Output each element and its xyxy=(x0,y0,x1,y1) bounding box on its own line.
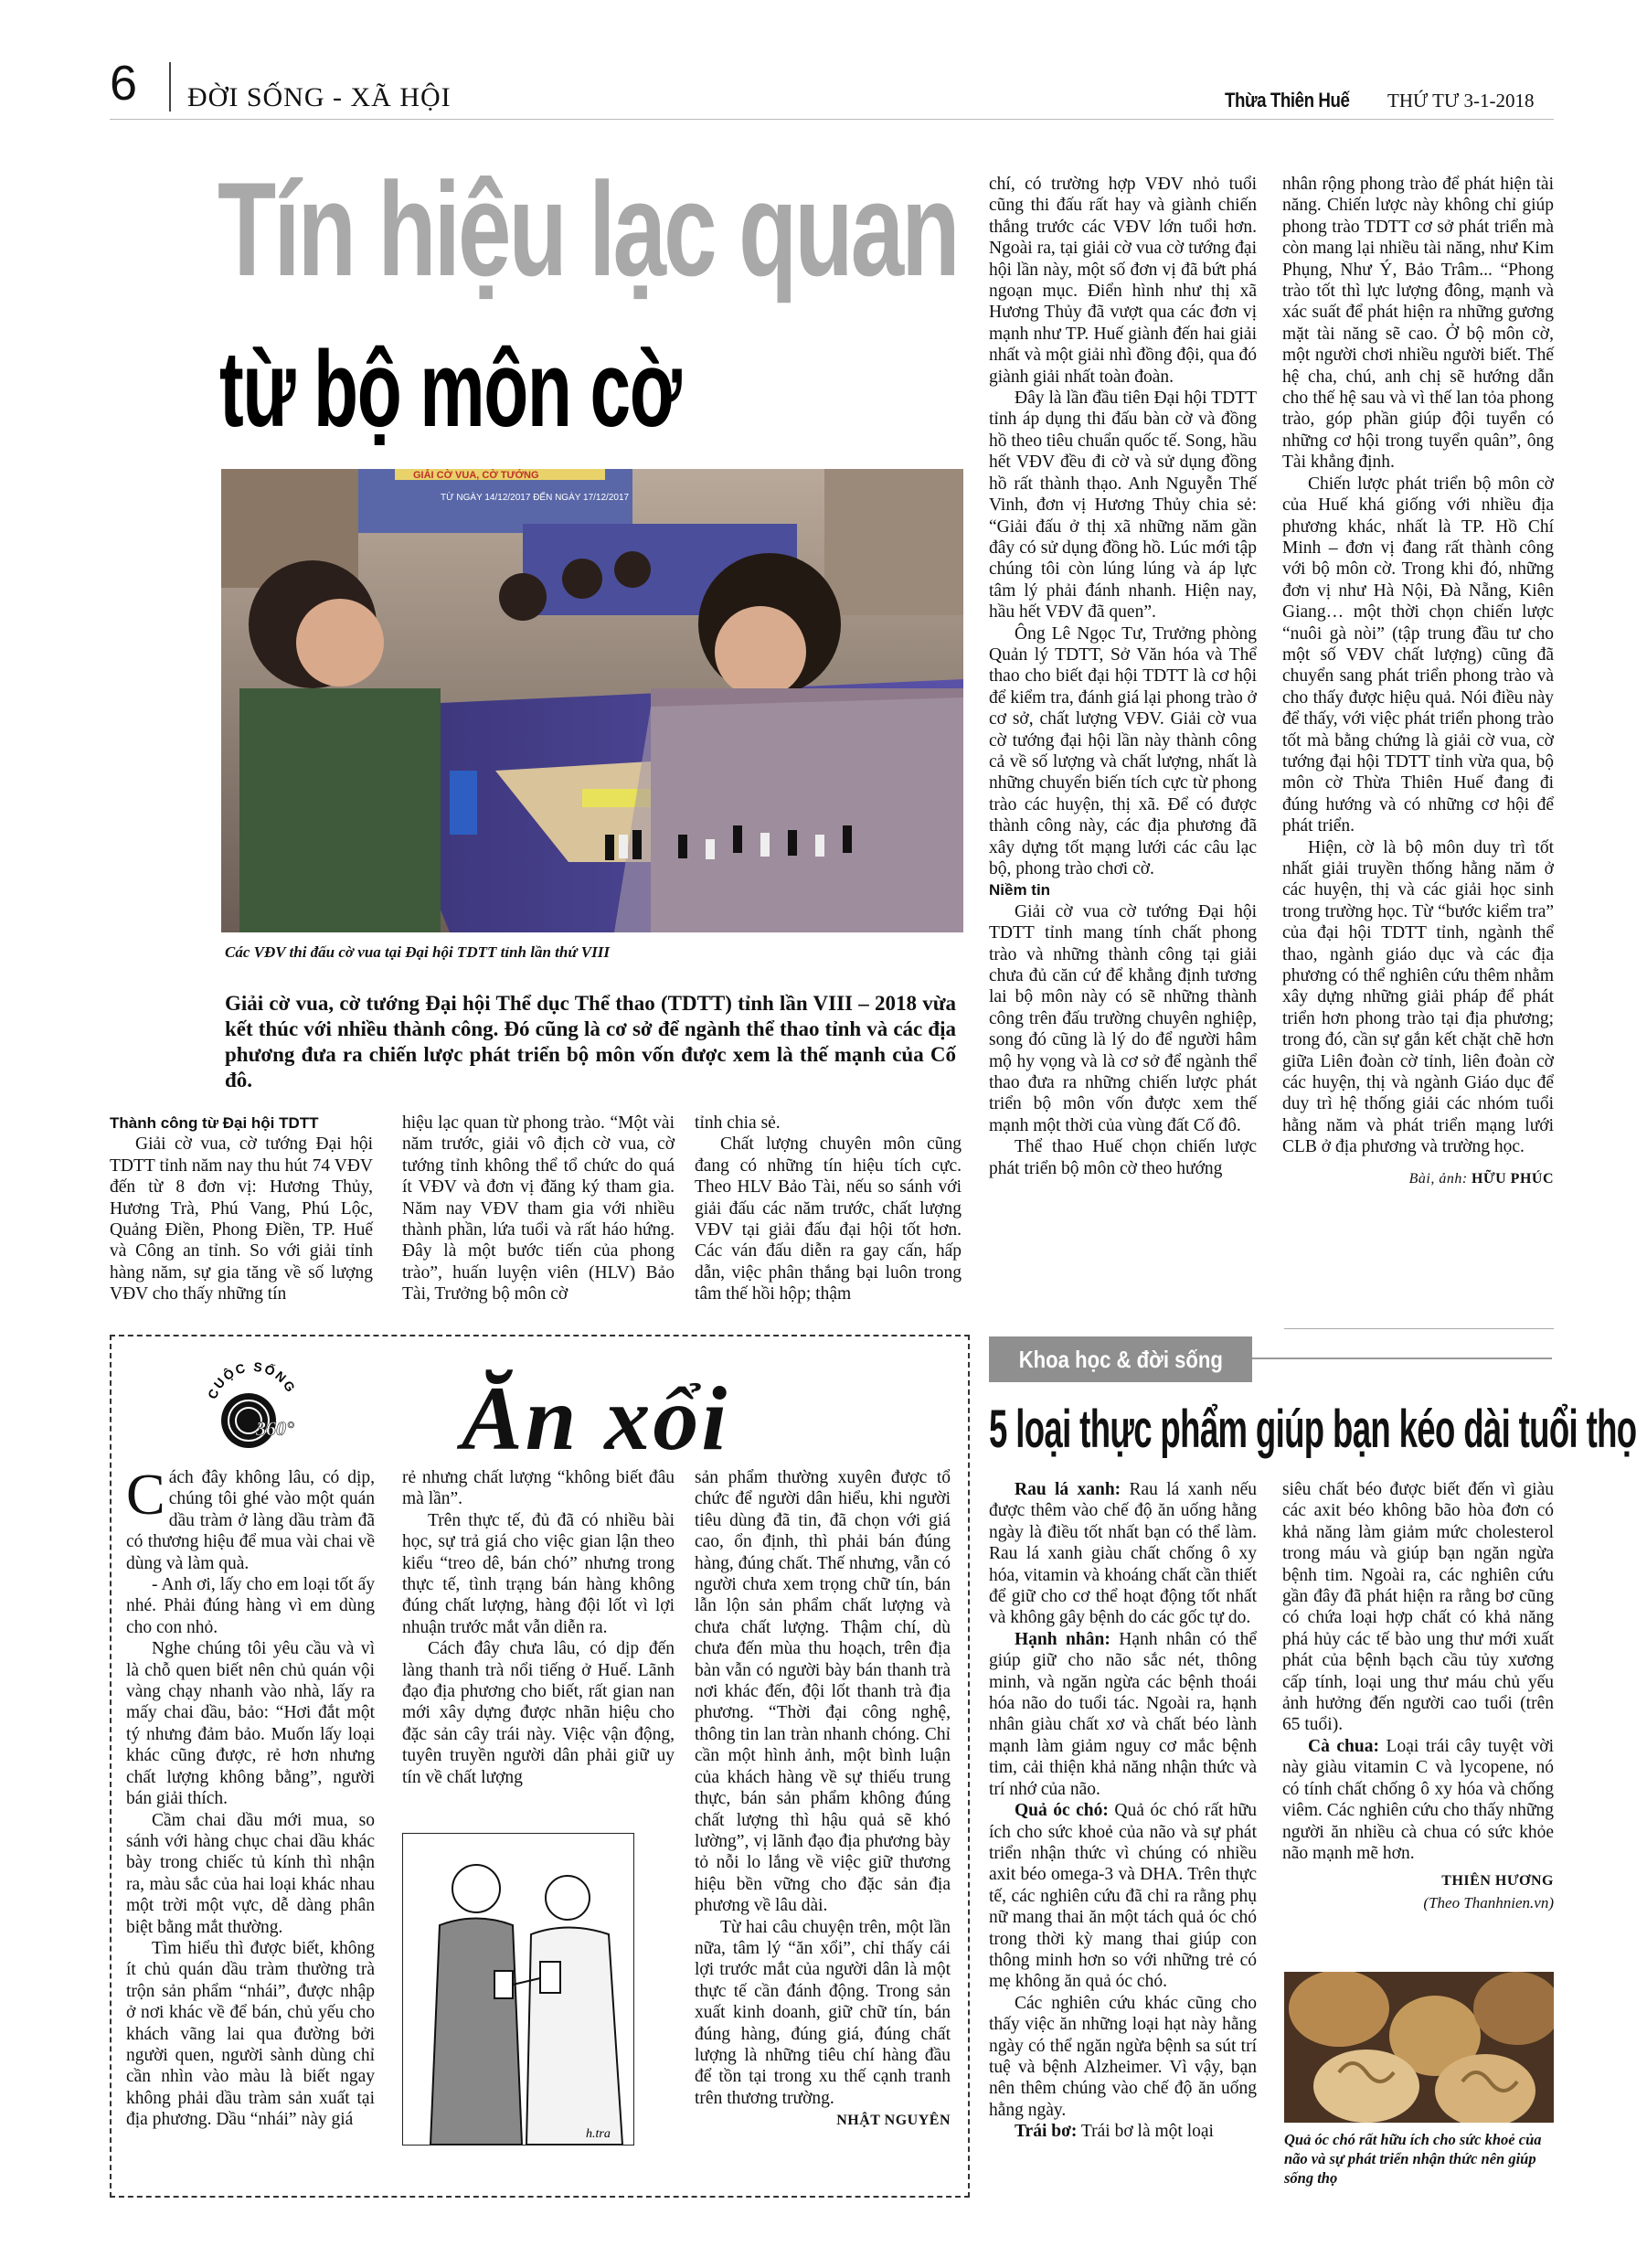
headline-line-2: từ bộ môn cờ xyxy=(219,329,681,450)
header-rule xyxy=(110,119,1554,120)
byline-name: HỮU PHÚC xyxy=(1471,1170,1554,1187)
opinion-headline: Ăn xổi xyxy=(462,1368,730,1469)
item-label: Rau lá xanh: xyxy=(1015,1480,1121,1499)
walnut-photo xyxy=(1284,1972,1554,2123)
paragraph: chí, có trường hợp VĐV nhỏ tuổi cũng thi đấu rất hay và giành chiến thắng trước các VĐV lớn tuổi hơn. Ngoài ra, tại giải cờ vua cờ tướng đại hội lần này, một số đơn vị đã bứt phá ngoạn mục. Điển hình như thị xã Hương Thủy đã vượt qua các đơn vị mạnh như TP. Huế giành đến hai giải nhất và một giải nhì đồng đội, qua đó giành giải nhất toàn đoàn. xyxy=(989,175,1257,387)
subheading: Niềm tin xyxy=(989,881,1051,900)
sketch-graphic xyxy=(403,1834,633,2145)
item-text: Hạnh nhân có thể giúp giữ cho não sắc nét, thông minh, và ngăn ngừa các bệnh thoái hóa não do tuổi tác. Ngoài ra, hạnh nhân giàu chất xơ và chất béo lành mạnh làm giảm nguy cơ mắc bệnh tim, cải thiện khả năng nhận thức và trí nhớ của não. xyxy=(989,1629,1258,1799)
paragraph: siêu chất béo được biết đến vì giàu các axit béo không bão hòa đơn có khả năng làm giảm mức cholesterol trong máu và giúp bạn ngăn ngừa bệnh tim. Ngoài ra, các nghiên cứu gần đây đã phát hiện ra rằng bơ cũng có chứa loại hợp chất có khả năng phá hủy các tế bào ung thư mới xuất phát của bệnh bạch cầu tủy xương cấp tính, loại ung thư máu chủ yếu ảnh hưởng đến người cao tuổi (trên 65 tuổi). xyxy=(1282,1480,1554,1735)
paragraph: Cách đây chưa lâu, có dịp đến làng thanh trà nổi tiếng ở Huế. Lãnh đạo địa phương cho biết, rất gian nan mới xây dựng được nhãn hiệu cho đặc sản cây trái này. Việc vận động, tuyên truyền người dân phải giữ uy tín về chất lượng xyxy=(402,1639,675,1787)
article1-column-1 xyxy=(110,1113,373,1305)
article1-column-2 xyxy=(402,1113,675,1305)
byline-name: THIÊN HƯƠNG xyxy=(1441,1873,1554,1890)
paragraph: Hiện, cờ là bộ môn duy trì tốt nhất giải truyền thống hằng năm ở các huyện, thị và các giải học sinh trong trường học. Từ “bước kiểm tra” của đại hội TDTT tỉnh, ngành thể thao, ngành giáo dục và các địa phương có thể nghiên cứu thêm nhằm xây dựng những giải pháp để phát triển hơn phong trào tại địa phương; trong đó, cần sự gắn kết chặt chẽ hơn giữa Liên đoàn cờ tỉnh, liên đoàn cờ các huyện, thị và ngành Giáo dục để duy trì hệ thống giải các nhóm tuổi hằng năm và phát triển mạng lưới CLB ở địa phương và trường học. xyxy=(1282,837,1554,1157)
item-label: Cà chua: xyxy=(1308,1736,1379,1756)
source-credit: (Theo Thanhnien.vn) xyxy=(1423,1893,1554,1911)
two-men-illustration xyxy=(402,1833,634,2146)
item-text: Rau lá xanh nếu được thêm vào chế độ ăn uống hằng ngày là điều tốt nhất bạn có thể làm. Rau lá xanh giàu chất chống ô xy hóa, vitamin và khoáng chất cần thiết để giữ cho cơ thể hoạt động tốt nhất và không gây bệnh do các gốc tự do. xyxy=(989,1480,1257,1628)
headline-line-1: Tín hiệu lạc quan xyxy=(218,154,958,303)
article1-column-3 xyxy=(695,1113,962,1305)
chess-photo-illustration xyxy=(221,469,963,932)
photo-caption: Các VĐV thi đấu cờ vua tại Đại hội TDTT tỉnh lần thứ VIII xyxy=(225,943,610,961)
byline xyxy=(1282,1869,1554,1891)
photo-banner-dates: TỪ NGÀY 14/12/2017 ĐẾN NGÀY 17/12/2017 xyxy=(441,493,630,503)
paragraph: rẻ nhưng chất lượng “không biết đâu mà lần”. xyxy=(402,1468,675,1509)
paragraph: Đây là lần đầu tiên Đại hội TDTT tỉnh áp dụng thi đấu bàn cờ và đồng hồ theo tiêu chuẩn quốc tế. Song, hầu hết VĐV đều đi cờ và sử dụng đồng hồ rất thành thạo. Anh Nguyễn Thế Vinh, đơn vị Hương Thủy chia sẻ: “Giải đấu ở thị xã những năm gần đây có sử dụng đồng hồ. Lúc mới tập chúng tôi còn lúng lúng và áp lực tâm lý phải đánh nhanh. Hiện nay, hầu hết VĐV đã quen”. xyxy=(989,389,1257,623)
byline xyxy=(695,2109,951,2131)
subheading: Thành công từ Đại hội TDTT xyxy=(110,1114,319,1132)
page-number: 6 xyxy=(110,56,138,111)
paragraph: sản phẩm thường xuyên được tổ chức để người dân hiểu, khi người tiêu dùng đã tin, đã chọn với giá cao, ổn định, thì phải bán đúng hàng, đúng chất. Thế nhưng, vẫn có người chưa xem trọng chữ tín, bán lẫn lộn sản phẩm chất lượng và chưa chất lượng. Thậm chí, dù chưa đến mùa thu hoạch, trên địa bàn vẫn có người bày bán thanh trà nơi khác đến, đội lốt thanh trà địa phương. “Thời đại công nghệ, thông tin lan tràn nhanh chóng. Chỉ cần một hình ảnh, một bình luận của khách hàng về sự thiếu trung thực, bán sản phẩm không đúng chất lượng thì hậu quả sẽ khó lường”, vị lãnh đạo địa phương bày tỏ nỗi lo lắng về việc giữ thương hiệu bền vững cho đặc sản địa phương về lâu dài. xyxy=(695,1468,951,1916)
paragraph: Cầm chai dầu mới mua, so sánh với hàng chục chai dầu khác bày trong chiếc tủ kính thì nhận ra, màu sắc của hai loại khác nhau một trời một vực, dễ dàng phân biệt bằng mắt thường. xyxy=(126,1810,375,1937)
paragraph: Thể thao Huế chọn chiến lược phát triển bộ môn cờ theo hướng xyxy=(989,1137,1257,1178)
cuoc-song-360-logo xyxy=(201,1353,306,1452)
photo-banner-text: GIẢI CỜ VUA, CỜ TƯỚNG xyxy=(413,470,539,481)
item-text: Trái bơ là một loại xyxy=(1077,2122,1214,2142)
article2-column-1 xyxy=(126,1462,375,2131)
paragraph: hiệu lạc quan từ phong trào. “Một vài năm trước, giải vô địch cờ vua, cờ tướng tỉnh không thể tổ chức do quá ít VĐV và đơn vị đăng ký tham gia. Năm nay VĐV tham gia với nhiều thành phần, lứa tuổi và rất háo hứng. Đây là một bước tiến của phong trào”, huấn luyện viên (HLV) Bảo Tài, Trưởng bộ môn cờ xyxy=(402,1113,675,1304)
article1-column-5 xyxy=(1282,174,1554,1189)
header-divider xyxy=(169,62,171,112)
article2-column-3 xyxy=(695,1467,951,2132)
byline xyxy=(1282,1167,1554,1189)
article-separator xyxy=(1284,1328,1554,1329)
paragraph: Từ hai câu chuyện trên, một lần nữa, tâm lý “ăn xổi”, chỉ thấy cái lợi trước mắt của người dân là một thực tế cần đánh động. Trong sản xuất kinh doanh, giữ chữ tín, bán đúng hàng, đúng giá, đúng chất lượng là những tiêu chí hàng đầu để tồn tại trong xu thế cạnh tranh trên thương trường. xyxy=(695,1917,951,2108)
byline-name: NHẬT NGUYÊN xyxy=(836,2113,951,2129)
article2-column-2 xyxy=(402,1467,675,1788)
article3-column-1 xyxy=(989,1479,1257,2143)
item-text: Quả óc chó rất hữu ích cho sức khoẻ của não và sự phát triển nhận thức vì chúng có nhiều axit béo omega-3 và DHA. Trên thực tế, các nghiên cứu đã chỉ ra rằng phụ nữ mang thai ăn một tách quả óc chó trong thời kỳ mang thai giúp con thông minh hơn so với những trẻ có mẹ không ăn quả óc chó. xyxy=(989,1801,1257,1992)
section-tag xyxy=(989,1336,1252,1382)
paragraph: tỉnh chia sẻ. xyxy=(695,1113,781,1133)
article3-column-2 xyxy=(1282,1479,1554,1913)
paragraph: Chất lượng chuyên môn cũng đang có những tín hiệu tích cực. Theo HLV Bảo Tài, nếu so sánh với giải đấu các năm trước, chất lượng VĐV tại giải đấu đại hội tốt hơn. Các ván đấu diễn ra gay cấn, hấp dẫn, việc phân thắng bại luôn trong tâm thế hồi hộp; thậm xyxy=(695,1134,962,1304)
paragraph: nhân rộng phong trào để phát hiện tài năng. Chiến lược này không chỉ giúp phong trào TDTT cơ sở phát triển mà còn mang lại nhiều tài năng, như Kim Phụng, Như Ý, Bảo Trâm... “Phong trào tốt thì lực lượng đông, mạnh và xác suất để phát hiện ra những gương mặt tài năng sẽ cao. Ở bộ môn cờ, một người chơi nhiều người biết. Thế hệ cha, chú, anh chị sẽ hướng dẫn cho thế hệ sau và vì thế lan tỏa phong trào, góp phần giúp đội tuyển có những cơ hội trong tuyển quân”, ông Tài khẳng định. xyxy=(1282,175,1554,473)
section-tag-label: Khoa học & đời sống xyxy=(1018,1346,1223,1373)
illustration-signature: h.tra xyxy=(586,2127,611,2141)
paragraph: - Anh ơi, lấy cho em loại tốt ấy nhé. Phải đúng hàng vì em dùng cho con nhỏ. xyxy=(126,1575,375,1637)
dropcap: C xyxy=(126,1462,165,1527)
paragraph: Chiến lược phát triển bộ môn cờ của Huế khá giống với nhiều địa phương khác, nhất là TP. Hồ Chí Minh – đơn vị đang rất thành công với bộ môn cờ. Trong khi đó, những đơn vị như Hà Nội, Đà Nẵng, Kiên Giang… một thời chọn chiến lược “nuôi gà nòi” (tập trung đầu tư cho một số VĐV chất lượng) cũng đã chuyển sang phát triển phong trào và cho thấy được hiệu quả. Nói điều này để thấy, với việc phát triển phong trào tốt mà bằng chứng là giải cờ vua, cờ tướng đại hội TDTT tỉnh vừa qua, bộ môn cờ Thừa Thiên Huế đang đi đúng hướng và có những cơ hội để phát triển. xyxy=(1282,474,1554,836)
newspaper-name: Thừa Thiên Huế xyxy=(1225,89,1350,112)
paragraph: Nghe chúng tôi yêu cầu và vì là chỗ quen biết nên chủ quán vội vàng chạy nhanh vào nhà, lấy ra mấy chai dầu, bảo: “Hơi đắt một tý nhưng đảm bảo. Muốn lấy loại khác cũng được, rẻ hơn nhưng chất lượng không bằng”, người bán giải thích. xyxy=(126,1639,375,1809)
section-tag-rule xyxy=(1252,1358,1552,1359)
paragraph: Tìm hiểu thì được biết, không ít chủ quán dầu tràm thường trà trộn sản phẩm “nhái”, được nhập ở nơi khác về để bán, chủ yếu cho khách vãng lai qua đường bởi người quen, người sành dùng chỉ cần nhìn vào màu là biết ngay không phải dầu tràm sản xuất tại địa phương. Dầu “nhái” này giá xyxy=(126,1938,375,2130)
item-label: Quả óc chó: xyxy=(1015,1801,1109,1821)
section-title: ĐỜI SỐNG - XÃ HỘI xyxy=(187,82,452,112)
article1-column-4 xyxy=(989,174,1257,1179)
item-label: Trái bơ: xyxy=(1015,2122,1078,2142)
logo-number: 360° xyxy=(256,1417,294,1440)
item-text: Loại trái cây tuyệt vời này giàu vitamin C và lycopene, nó có tính chất chống ô xy hóa và chống viêm. Các nghiên cứu cho thấy những người ăn nhiều cà chua có sức khỏe não mạnh mẽ hơn. xyxy=(1282,1736,1555,1863)
science-headline: 5 loại thực phẩm giúp bạn kéo dài tuổi thọ xyxy=(989,1400,1637,1459)
chess-tournament-photo xyxy=(221,469,963,932)
byline-prefix: Bài, ảnh: xyxy=(1408,1170,1468,1187)
issue-date: THỨ TƯ 3-1-2018 xyxy=(1387,90,1535,112)
paragraph: Giải cờ vua cờ tướng Đại hội TDTT tỉnh mang tính chất phong trào và những thành công tại giải chưa đủ căn cứ để khẳng định tương lai bộ môn này có sẽ những thành công trên đấu trường chuyên nghiệp, song đó cũng là lý do để người hâm mộ hy vọng và là cơ sở để ngành thể thao đưa ra những chiến lược phát triển bộ môn vốn được xem thế mạnh một thời của vùng đất Cố đô. xyxy=(989,901,1257,1135)
walnut-graphic xyxy=(1284,1972,1554,2123)
paragraph: Ông Lê Ngọc Tư, Trưởng phòng Quản lý TDTT, Sở Văn hóa và Thể thao cho biết đại hội TDTT là cơ hội để kiểm tra, đánh giá lại phong trào ở cơ sở, chất lượng VĐV. Giải cờ vua cờ tướng đại hội lần này thành công cả về số lượng và chất lượng, nhất là những chuyển biến tích cực từ phong trào các huyện, thị xã. Để có được thành công này, các địa phương đã xây dựng tốt mạng lưới các câu lạc bộ, phong trào chơi cờ. xyxy=(989,623,1257,878)
logo-text: CUỘC SỐNG xyxy=(204,1358,300,1401)
logo-graphic xyxy=(201,1353,306,1452)
item-label: Hạnh nhân: xyxy=(1015,1629,1110,1649)
paragraph: Trên thực tế, đủ đã có nhiều bài học, sự trả giá cho việc gian lận theo kiểu “treo dê, bán chó” nhưng trong thực tế, tình trạng bán hàng không đúng chất lượng, hàng đội lốt vì lợi nhuận trước mắt vẫn diễn ra. xyxy=(402,1510,675,1637)
article-lead: Giải cờ vua, cờ tướng Đại hội Thể dục Thể thao (TDTT) tỉnh lần VIII – 2018 vừa kết thúc với nhiều thành công. Đó cũng là cơ sở để ngành thể thao tỉnh và các địa phương đưa ra chiến lược phát triển bộ môn vốn được xem là thế mạnh của Cố đô. xyxy=(225,992,956,1091)
paragraph: Các nghiên cứu khác cũng cho thấy việc ăn những loại hạt này hằng ngày có thể ngăn ngừa bệnh sa sút trí tuệ và bệnh Alzheimer. Vì vậy, bạn nên thêm chúng vào chế độ ăn uống hằng ngày. xyxy=(989,1993,1257,2120)
paragraph: Giải cờ vua, cờ tướng Đại hội TDTT tỉnh năm nay thu hút 74 VĐV đến từ 8 đơn vị: Hương Thủy, Hương Trà, Phú Vang, Phú Lộc, Quảng Điền, Phong Điền, TP. Huế và Công an tỉnh. So với giải tỉnh hàng năm, sự gia tăng về số lượng VĐV cho thấy những tín xyxy=(110,1134,373,1304)
paragraph: ách đây không lâu, có dịp, chúng tôi ghé vào một quán dầu tràm ở làng dầu tràm đã có thương hiệu để mua vài chai về dùng và làm quà. xyxy=(126,1468,375,1573)
walnut-photo-caption: Quả óc chó rất hữu ích cho sức khoẻ của não và sự phát triển nhận thức nên giúp sống thọ xyxy=(1284,2131,1542,2187)
